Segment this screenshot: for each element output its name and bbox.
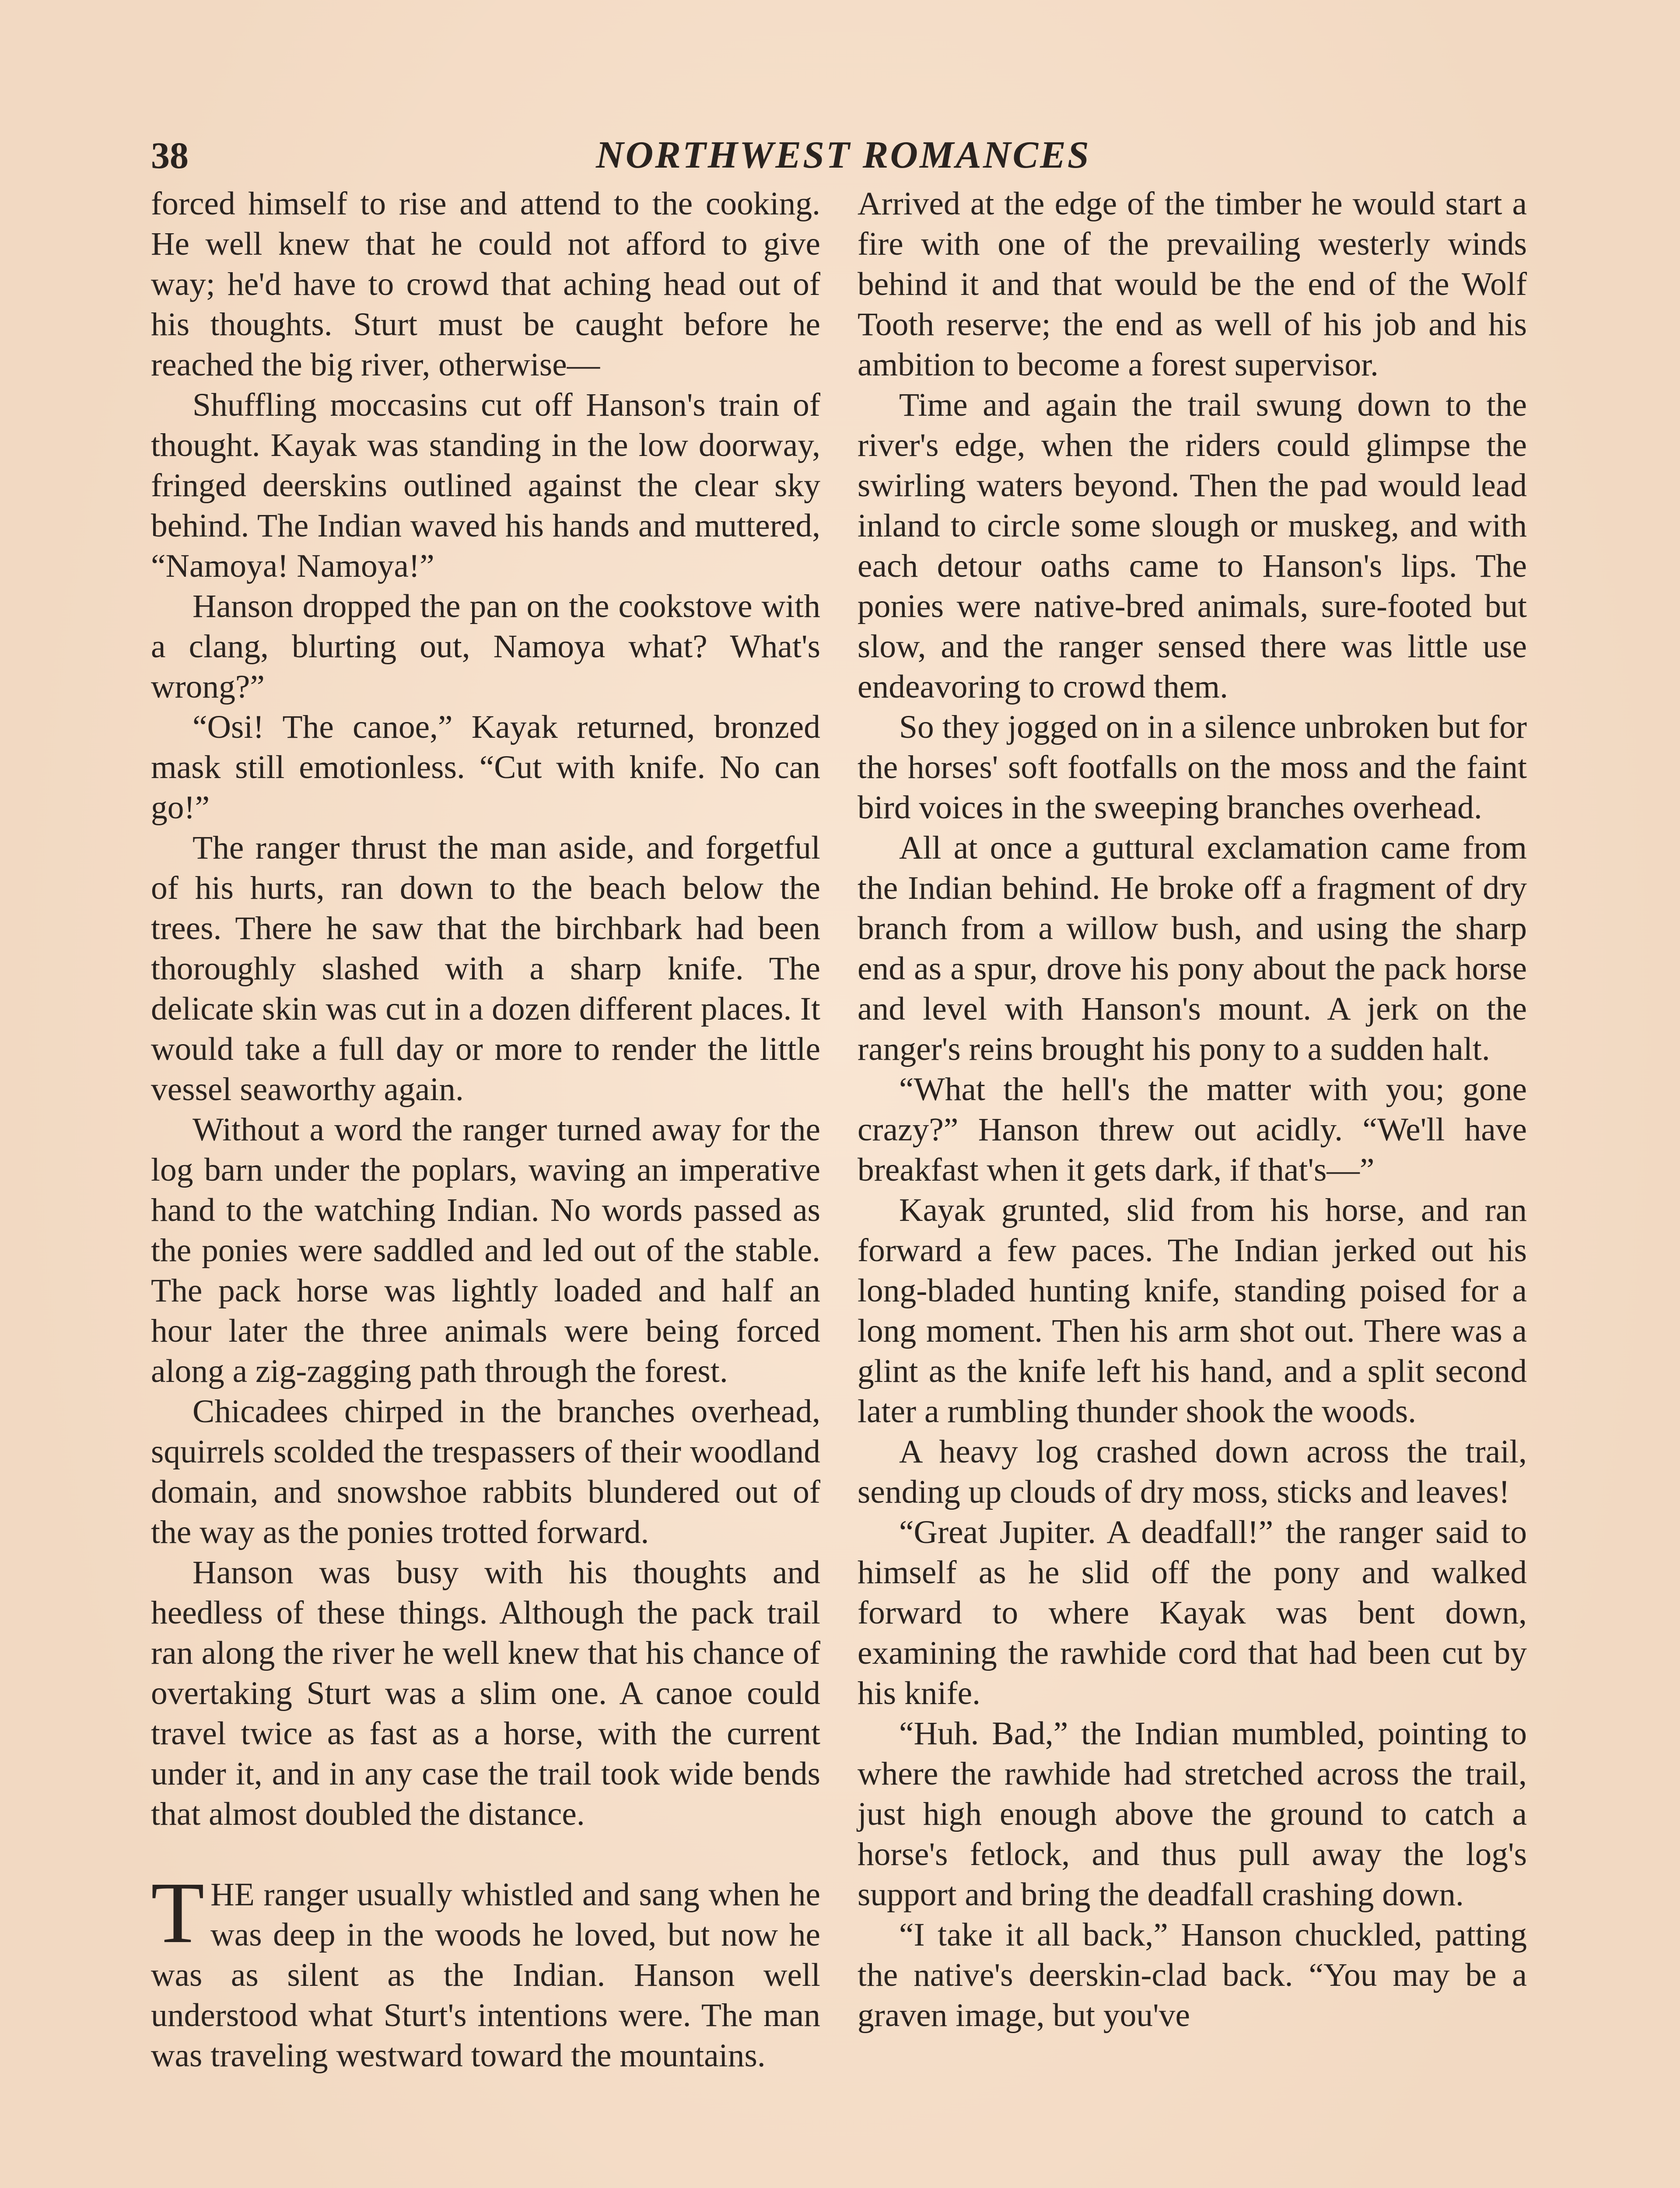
paragraph: Arrived at the edge of the timber he would start a fire with one of the prevailing westerly winds behind it and that would be the end of the Wolf Tooth reserve; the end as well of his job and his ambition to become a forest supervisor.	[858, 186, 1527, 383]
paragraph: Hanson dropped the pan on the cookstove with a clang, blurting out, Namoya what? What's wrong?”	[151, 588, 820, 705]
paragraph: Time and again the trail swung down to the river's edge, when the riders could glimpse the swirling waters beyond. Then the pad would lead inland to circle some slough or muskeg, and with each detour oaths came to Hanson's lips. The ponies were native-bred animals, sure-footed but slow, and the ranger sensed there was little use endeavoring to crowd them.	[858, 387, 1527, 705]
section-start-paragraph	[151, 1865, 820, 2076]
paragraph: Shuffling moccasins cut off Hanson's train of thought. Kayak was standing in the low doorway, fringed deerskins outlined against the clear sky behind. The Indian waved his hands and muttered, “Namoya! Namoya!”	[151, 387, 820, 584]
paragraph: All at once a guttural exclamation came from the Indian behind. He broke off a fragment of dry branch from a willow bush, and using the sharp end as a spur, drove his pony about the pack horse and level with Hanson's mount. A jerk on the ranger's reins brought his pony to a sudden halt.	[858, 830, 1527, 1067]
paragraph: Kayak grunted, slid from his horse, and ran forward a few paces. The Indian jerked out his long-bladed hunting knife, standing poised for a long moment. Then his arm shot out. There was a glint as the knife left his hand, and a split second later a rumbling thunder shook the woods.	[858, 1192, 1527, 1430]
paragraph: The ranger thrust the man aside, and forgetful of his hurts, ran down to the beach below the trees. There he saw that the birchbark had been thoroughly slashed with a sharp knife. The delicate skin was cut in a dozen different places. It would take a full day or more to render the little vessel seaworthy again.	[151, 830, 820, 1108]
paragraph: forced himself to rise and attend to the cooking. He well knew that he could not afford to give way; he'd have to crowd that aching head out of his thoughts. Sturt must be caught before he reached the big river, otherwise—	[151, 186, 820, 383]
paragraph: “What the hell's the matter with you; gone crazy?” Hanson threw out acidly. “We'll have breakfast when it gets dark, if that's—”	[858, 1071, 1527, 1188]
paragraph: “Great Jupiter. A deadfall!” the ranger said to himself as he slid off the pony and walked forward to where Kayak was bent down, examining the rawhide cord that had been cut by his knife.	[858, 1514, 1527, 1711]
paragraph: Without a word the ranger turned away for the log barn under the poplars, waving an imperative hand to the watching Indian. No words passed as the ponies were saddled and led out of the stable. The pack horse was lightly loaded and half an hour later the three animals were being forced along a zig-zagging path through the forest.	[151, 1112, 820, 1389]
paragraph: So they jogged on in a silence unbroken but for the horses' soft footfalls on the moss and the faint bird voices in the sweeping branches overhead.	[858, 709, 1527, 826]
right-column	[858, 184, 1527, 2036]
paragraph: “I take it all back,” Hanson chuckled, patting the native's deerskin-clad back. “You may be a graven image, but you've	[858, 1917, 1527, 2034]
paragraph: A heavy log crashed down across the trail, sending up clouds of dry moss, sticks and leaves!	[858, 1434, 1527, 1510]
left-column	[151, 184, 820, 2076]
page-number: 38	[151, 134, 189, 176]
paragraph: “Osi! The canoe,” Kayak returned, bronzed mask still emotionless. “Cut with knife. No can go!”	[151, 709, 820, 826]
section-text: HE ranger usually whistled and sang when he was deep in the woods he loved, but now he was as silent as the Indian. Hanson well understood what Sturt's intentions were. The man was traveling westward toward the mountains.	[151, 1876, 820, 2074]
drop-cap: T	[151, 1865, 205, 1961]
paragraph: Chicadees chirped in the branches overhead, squirrels scolded the trespassers of their woodland domain, and snowshoe rabbits blundered out of the way as the ponies trotted forward.	[151, 1393, 820, 1550]
paragraph: Hanson was busy with his thoughts and heedless of these things. Although the pack trail ran along the river he well knew that his chance of overtaking Sturt was a slim one. A canoe could travel twice as fast as a horse, with the current under it, and in any case the trail took wide bends that almost doubled the distance.	[151, 1554, 820, 1832]
magazine-title: NORTHWEST ROMANCES	[596, 134, 1091, 176]
page-header	[151, 127, 1536, 193]
paragraph: “Huh. Bad,” the Indian mumbled, pointing to where the rawhide had stretched across the trail, just high enough above the ground to catch a horse's fetlock, and thus pull away the log's support and bring the deadfall crashing down.	[858, 1715, 1527, 1913]
